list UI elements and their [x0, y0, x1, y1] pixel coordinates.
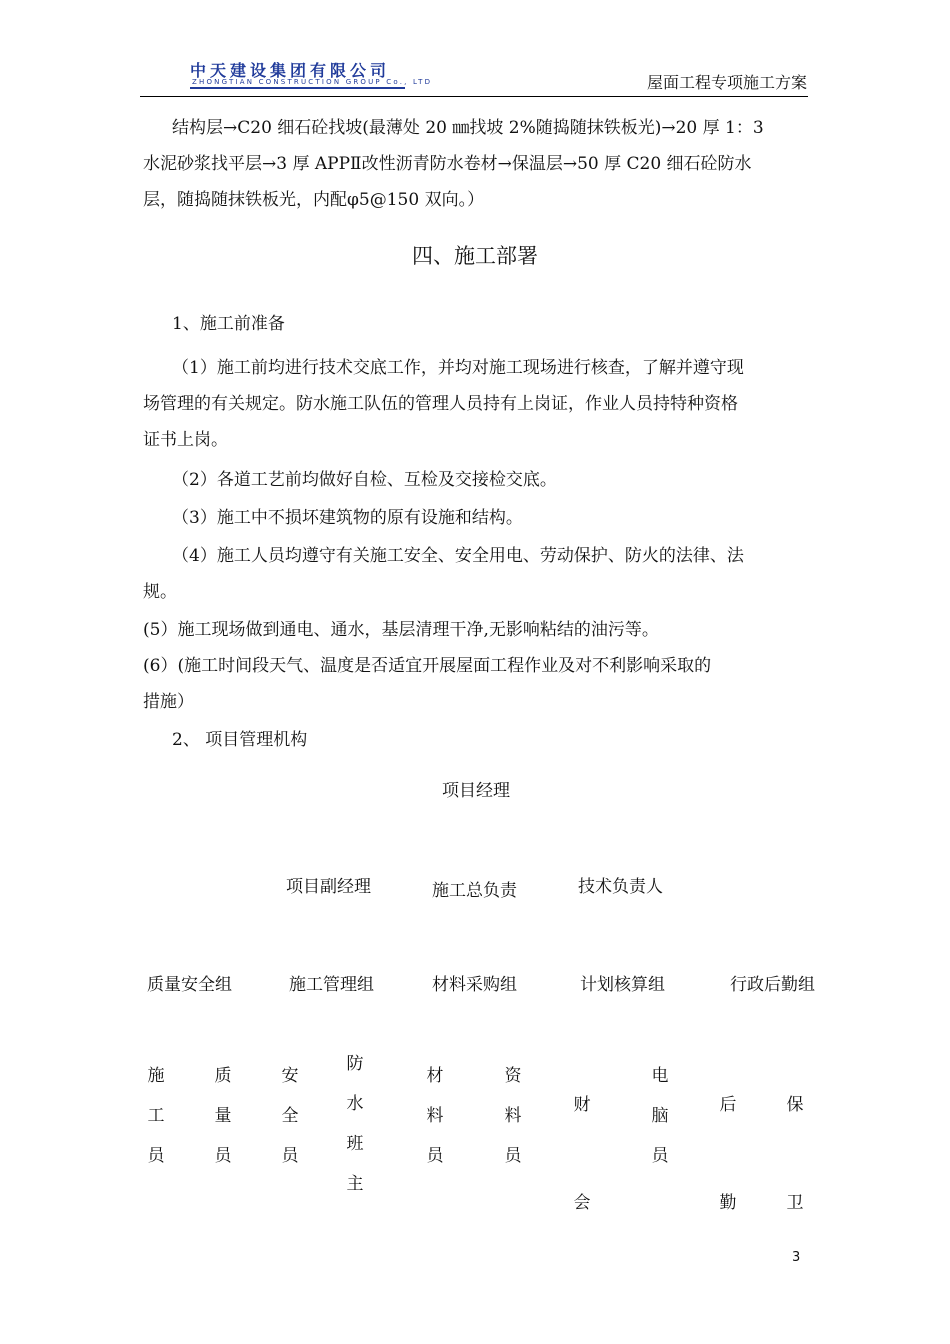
header-divider — [140, 96, 808, 97]
org-role-builder: 施 工 员 — [147, 1066, 165, 1166]
org-deputy-manager: 项目副经理 — [286, 877, 371, 897]
org-technical-lead: 技术负责人 — [578, 877, 663, 897]
intro-line-3: 层，随捣随抹铁板光，内配φ5@150 双向。） — [143, 190, 485, 210]
org-role-computer-operator: 电 脑 员 — [651, 1066, 669, 1166]
org-planning-accounting-group: 计划核算组 — [580, 975, 665, 995]
prep-item-3: （3）施工中不损坏建筑物的原有设施和结构。 — [172, 508, 523, 528]
logo-english-text: ZHONGTIAN CONSTRUCTION GROUP Co., LTD — [192, 78, 433, 86]
prep-item-6-line-2: 措施） — [143, 692, 194, 712]
prep-item-6-line-1: (6）(施工时间段天气、温度是否适宜开展屋面工程作业及对不利影响采取的 — [143, 656, 712, 676]
org-role-security: 保 卫 — [786, 1095, 804, 1213]
prep-item-5: (5）施工现场做到通电、通水，基层清理干净,无影响粘结的油污等。 — [143, 620, 659, 640]
org-role-document-clerk: 资 料 员 — [504, 1066, 522, 1166]
org-admin-logistics-group: 行政后勤组 — [730, 975, 815, 995]
intro-line-2: 水泥砂浆找平层→3 厚 APPⅡ改性沥青防水卷材→保温层→50 厚 C20 细石砼防水 — [143, 154, 752, 174]
company-logo — [190, 58, 433, 92]
prep-item-4-line-1: （4）施工人员均遵守有关施工安全、安全用电、劳动保护、防火的法律、法 — [172, 546, 744, 566]
org-role-material-clerk: 材 料 员 — [426, 1066, 444, 1166]
org-quality-safety-group: 质量安全组 — [147, 975, 232, 995]
prep-item-1-line-2: 场管理的有关规定。防水施工队伍的管理人员持有上岗证，作业人员持特种资格 — [143, 394, 738, 414]
org-project-manager: 项目经理 — [442, 781, 510, 801]
document-title: 屋面工程专项施工方案 — [646, 73, 807, 92]
prep-item-1-line-1: （1）施工前均进行技术交底工作，并均对施工现场进行核查，了解并遵守现 — [172, 358, 744, 378]
prep-item-2: （2）各道工艺前均做好自检、互检及交接检交底。 — [172, 470, 557, 490]
org-role-waterproof-foreman: 防 水 班 主 — [346, 1054, 364, 1194]
org-role-quality-inspector: 质 量 员 — [214, 1066, 232, 1166]
org-material-purchase-group: 材料采购组 — [432, 975, 517, 995]
intro-line-1: 结构层→C20 细石砼找坡(最薄处 20 ㎜找坡 2%随捣随抹铁板光)→20 厚 1：3 — [172, 118, 764, 138]
logo-underline — [190, 87, 405, 89]
page-number: 3 — [792, 1250, 801, 1265]
logo-chinese-text: 中天建设集团有限公司 — [190, 61, 391, 80]
org-construction-mgmt-group: 施工管理组 — [289, 975, 374, 995]
section-heading: 四、施工部署 — [412, 244, 538, 268]
org-construction-lead: 施工总负责 — [432, 881, 517, 901]
org-role-accountant: 财 会 — [573, 1095, 591, 1213]
org-role-logistics: 后 勤 — [719, 1095, 737, 1213]
org-title: 2、 项目管理机构 — [172, 730, 308, 750]
prep-title: 1、施工前准备 — [172, 314, 285, 334]
org-role-safety-officer: 安 全 员 — [281, 1066, 299, 1166]
prep-item-1-line-3: 证书上岗。 — [143, 430, 228, 450]
prep-item-4-line-2: 规。 — [143, 582, 177, 602]
